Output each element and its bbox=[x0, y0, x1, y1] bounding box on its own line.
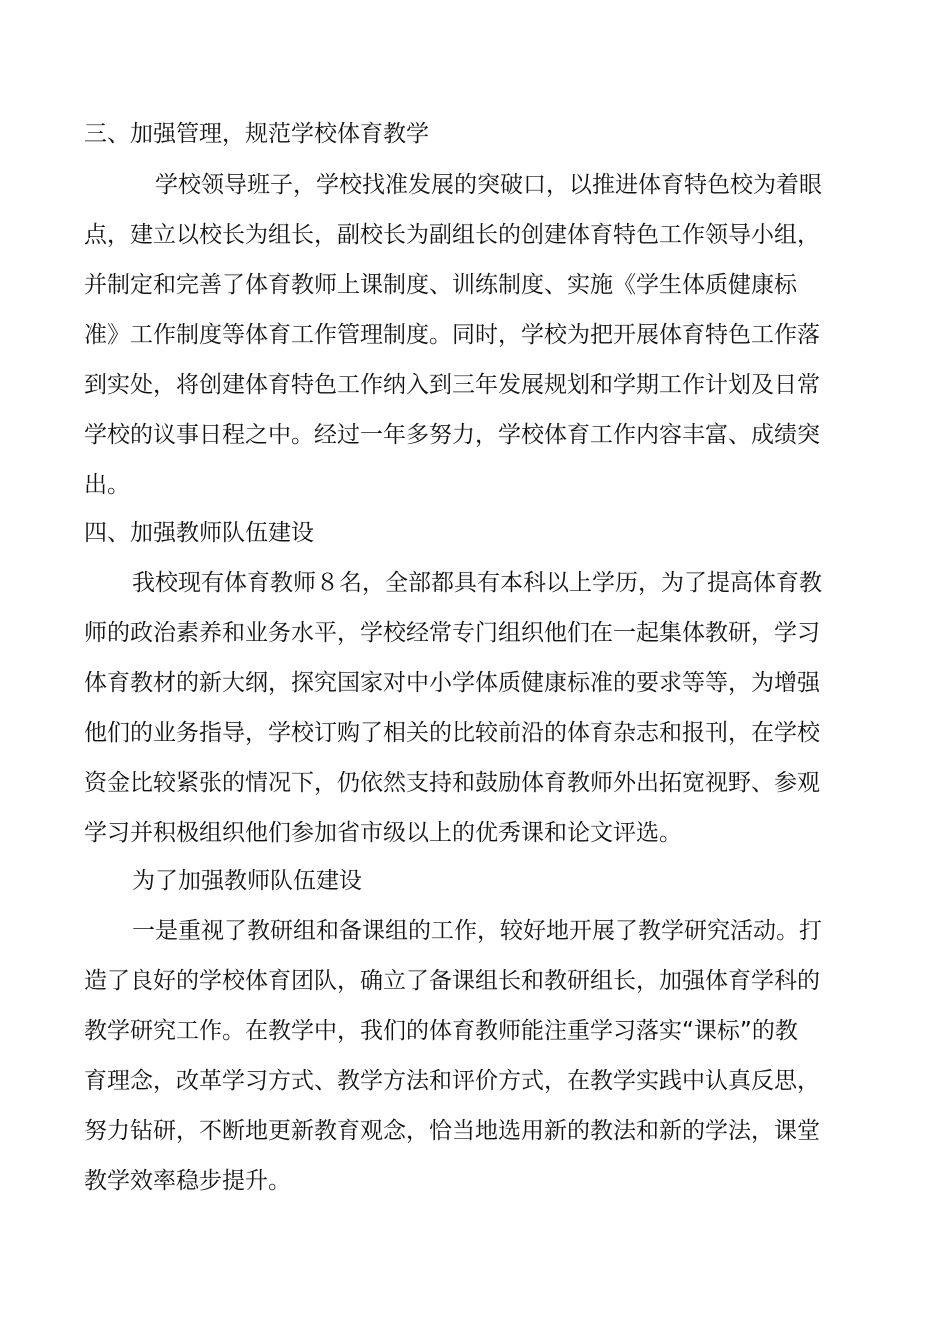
para1-line-1: 学校领导班子，学校找准发展的突破口，以推进体育特色校为着眼 bbox=[155, 172, 822, 198]
para2-line-5: 资金比较紧张的情况下，仍依然支持和鼓励体育教师外出拓宽视野、参观 bbox=[84, 770, 820, 796]
para4-line-5: 努力钻研，不断地更新教育观念，恰当地选用新的教法和新的学法，课堂 bbox=[84, 1118, 820, 1144]
para2-line-4: 他们的业务指导，学校订购了相关的比较前沿的体育杂志和报刊，在学校 bbox=[84, 720, 820, 746]
para1-line-7: 出。 bbox=[84, 472, 130, 498]
para2-line-3: 体育教材的新大纲，探究国家对中小学体质健康标准的要求等等，为增强 bbox=[84, 670, 820, 696]
para1-line-5: 到实处，将创建体育特色工作纳入到三年发展规划和学期工作计划及日常 bbox=[84, 372, 820, 398]
para2-line-6: 学习并积极组织他们参加省市级以上的优秀课和论文评选。 bbox=[84, 820, 682, 846]
para4-line-6: 教学效率稳步提升。 bbox=[84, 1168, 291, 1194]
para1-line-4: 准》工作制度等体育工作管理制度。同时，学校为把开展体育特色工作落 bbox=[84, 322, 820, 348]
para3-line: 为了加强教师队伍建设 bbox=[132, 868, 362, 894]
para1-line-6: 学校的议事日程之中。经过一年多努力，学校体育工作内容丰富、成绩突 bbox=[84, 422, 820, 448]
para2-line-1: 我校现有体育教师８名，全部都具有本科以上学历，为了提高体育教 bbox=[132, 570, 822, 596]
para4-line-3: 教学研究工作。在教学中，我们的体育教师能注重学习落实“课标”的教 bbox=[84, 1018, 798, 1044]
section-heading-4: 四、加强教师队伍建设 bbox=[84, 520, 314, 546]
para2-line-2: 师的政治素养和业务水平，学校经常专门组织他们在一起集体教研，学习 bbox=[84, 620, 820, 646]
para4-line-2: 造了良好的学校体育团队，确立了备课组长和教研组长，加强体育学科的 bbox=[84, 968, 820, 994]
para1-line-3: 并制定和完善了体育教师上课制度、训练制度、实施《学生体质健康标 bbox=[84, 272, 797, 298]
para1-line-2: 点，建立以校长为组长，副校长为副组长的创建体育特色工作领导小组， bbox=[84, 222, 820, 248]
para4-line-4: 育理念，改革学习方式、教学方法和评价方式，在教学实践中认真反思， bbox=[84, 1068, 820, 1094]
para4-line-1: 一是重视了教研组和备课组的工作，较好地开展了教学研究活动。打 bbox=[132, 918, 822, 944]
section-heading-3: 三、加强管理，规范学校体育教学 bbox=[84, 121, 429, 147]
